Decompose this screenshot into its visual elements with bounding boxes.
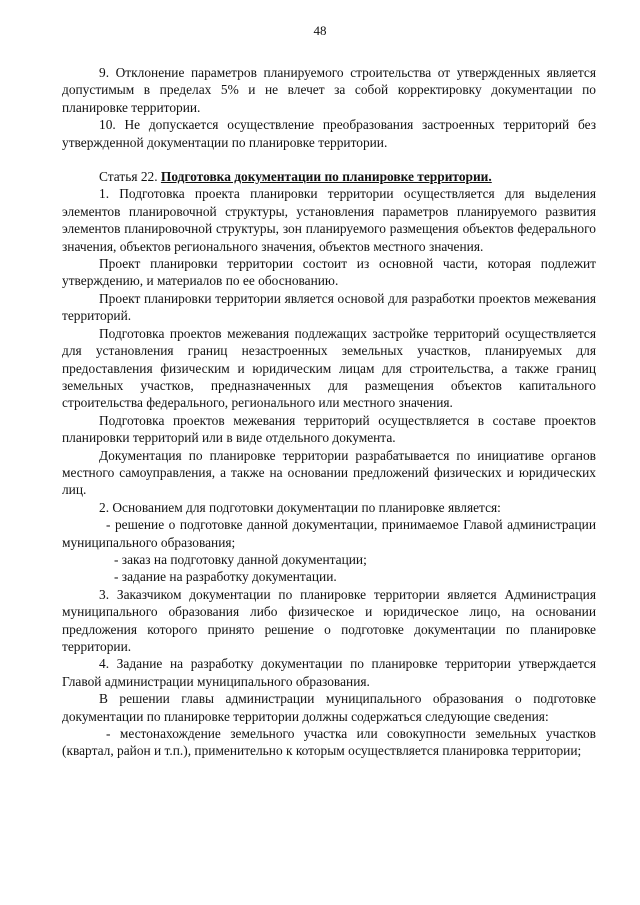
list-item-assignment: - задание на разработку документации. bbox=[114, 569, 337, 585]
list-item-location: - местонахождение земельного участка или совокупности земельных участков (квартал, район и т.п.), применительно к которым осуществляется планировка территории; bbox=[62, 726, 596, 759]
page-number: 48 bbox=[313, 23, 327, 38]
paragraph-customer: 3. Заказчиком документации по планировке территории является Администрация муниципального образования либо физическое и юридическое лицо, на основании предложения которого принято решение о подготовке документации по планировке территории. bbox=[62, 586, 596, 654]
paragraph-survey-composition: Подготовка проектов межевания территорий осуществляется в составе проектов планировки территорий или в виде отдельного документа. bbox=[62, 412, 596, 446]
spacer bbox=[62, 151, 596, 168]
paragraph-project-basis: Проект планировки территории является основой для разработки проектов межевания территорий. bbox=[62, 290, 596, 324]
paragraph-land-survey: Подготовка проектов межевания подлежащих застройке территорий осуществляется для установления границ незастроенных земельных участков, планируемых для предоставления физическим и юридическим лицам для строительства, а также границ земельных участков, предназначенных для размещения объектов капитального строительства федерального, регионального или местного значения. bbox=[62, 325, 596, 411]
paragraph-10: 10. Не допускается осуществление преобразования застроенных территорий без утвержденной документации по планировке территории. bbox=[62, 117, 596, 150]
article-heading bbox=[62, 168, 596, 185]
article-title: Подготовка документации по планировке территории. bbox=[160, 169, 492, 185]
paragraph-planning-project: 1. Подготовка проекта планировки территории осуществляется для выделения элементов планировочной структуры, установления параметров планируемого развития элементов планировочной структуры, зон планируемого размещения объектов федерального значения, объектов регионального значения, объектов местного значения. bbox=[62, 186, 596, 254]
document-body bbox=[62, 64, 596, 760]
article-number: Статья 22. bbox=[99, 169, 161, 185]
paragraph-project-composition: Проект планировки территории состоит из основной части, которая подлежит утверждению, и материалов по ее обоснованию. bbox=[62, 256, 596, 289]
paragraph-9: 9. Отклонение параметров планируемого строительства от утвержденных является допустимым в пределах 5% и не влечет за собой корректировку документации по планировке территории. bbox=[62, 65, 596, 115]
list-item-order: - заказ на подготовку данной документации; bbox=[114, 551, 367, 567]
paragraph-assignment-approval: 4. Задание на разработку документации по планировке территории утверждается Главой администрации муниципального образования. bbox=[62, 656, 596, 689]
list-item-decision: - решение о подготовке данной документации, принимаемое Главой администрации муниципального образования; bbox=[62, 517, 596, 550]
paragraph-basis-intro: 2. Основанием для подготовки документации по планировке является: bbox=[99, 499, 501, 515]
paragraph-decision-contents: В решении главы администрации муниципального образования о подготовке документации по планировке территории должны содержаться следующие сведения: bbox=[62, 691, 596, 724]
paragraph-initiative: Документация по планировке территории разрабатывается по инициативе органов местного самоуправления, а также на основании предложений физических и юридических лиц. bbox=[62, 447, 596, 498]
